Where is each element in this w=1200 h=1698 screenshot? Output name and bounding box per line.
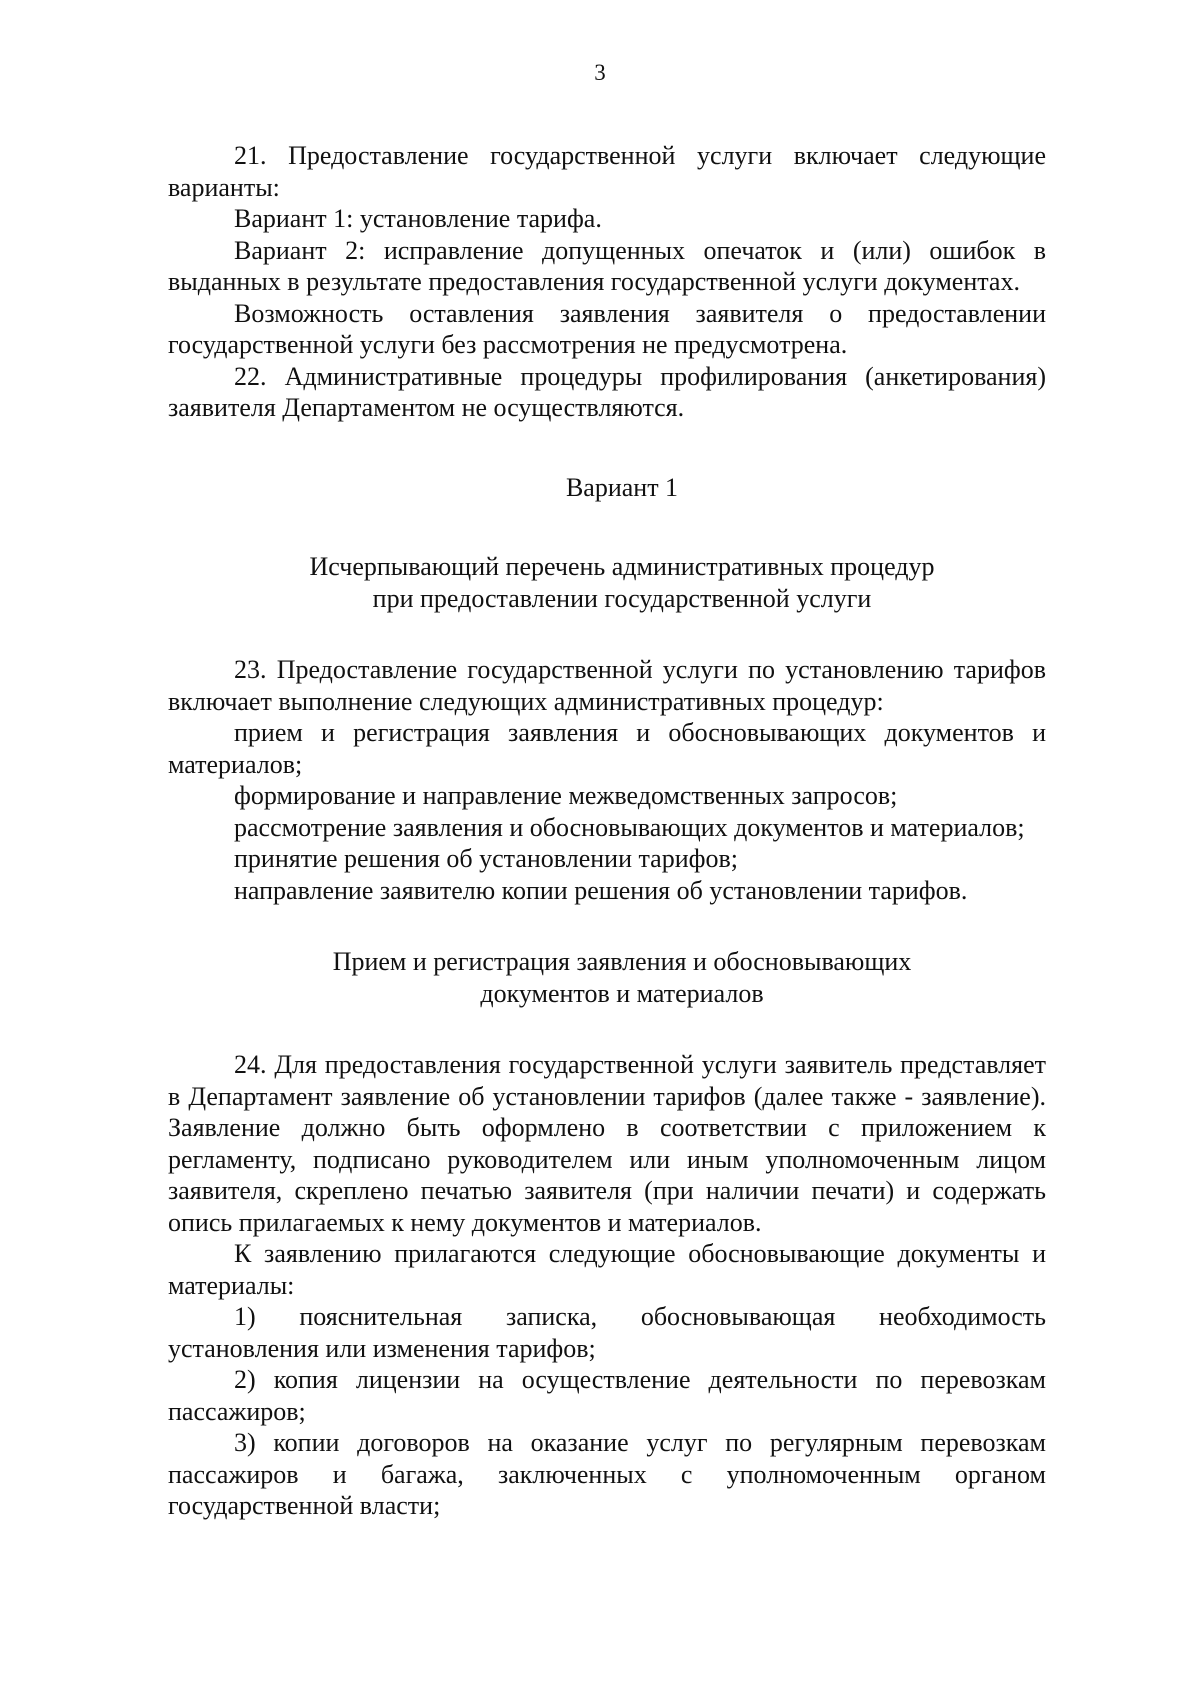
section-heading-list-line1: Исчерпывающий перечень административных процедур [309,552,935,581]
document-body [168,140,1046,1522]
section-heading-reception-line1: Прием и регистрация заявления и обосновывающих [332,947,912,976]
paragraph-attachments: К заявлению прилагаются следующие обосновывающие документы и материалы: [168,1239,1046,1300]
section-heading-list-line2: при предоставлении государственной услуги [372,583,872,613]
list-item-review: рассмотрение заявления и обосновывающих документов и материалов; [234,812,1025,842]
attachment-item-1: 1) пояснительная записка, обосновывающая необходимость установления или изменения тарифов; [168,1302,1046,1363]
list-item-requests: формирование и направление межведомственных запросов; [234,781,898,810]
section-heading-reception-line2: документов и материалов [480,978,764,1008]
list-item-copy: направление заявителю копии решения об установлении тарифов. [234,875,968,905]
attachment-item-2: 2) копия лицензии на осуществление деятельности по перевозкам пассажиров; [168,1365,1046,1426]
attachment-item-3: 3) копии договоров на оказание услуг по регулярным перевозкам пассажиров и багажа, заключенных с уполномоченным органом государственной власти; [168,1428,1046,1520]
list-item-reception: прием и регистрация заявления и обосновывающих документов и материалов; [168,718,1046,779]
paragraph-no-rejection: Возможность оставления заявления заявителя о предоставлении государственной услуги без рассмотрения не предусмотрена. [168,298,1046,359]
paragraph-22: 22. Административные процедуры профилирования (анкетирования) заявителя Департаментом не осуществляются. [168,361,1046,422]
section-heading-variant: Вариант 1 [565,472,679,502]
list-item-decision: принятие решения об установлении тарифов; [234,844,738,873]
paragraph-24: 24. Для предоставления государственной услуги заявитель представляет в Департамент заявление об установлении тарифов (далее также - заявление). Заявление должно быть оформлено в соответствии с приложением к регламенту, подписано руководителем или иным уполномоченным лицом заявителя, скреплено печатью заявителя (при наличии печати) и содержать опись прилагаемых к нему документов и материалов. [168,1050,1046,1237]
paragraph-variant-2: Вариант 2: исправление допущенных опечаток и (или) ошибок в выданных в результате предоставления государственной услуги документах. [168,235,1046,296]
paragraph-21: 21. Предоставление государственной услуги включает следующие варианты: [168,141,1046,202]
paragraph-variant-1: Вариант 1: установление тарифа. [234,204,602,233]
page-number: 3 [594,60,606,85]
paragraph-23: 23. Предоставление государственной услуги по установлению тарифов включает выполнение следующих административных процедур: [168,655,1046,716]
